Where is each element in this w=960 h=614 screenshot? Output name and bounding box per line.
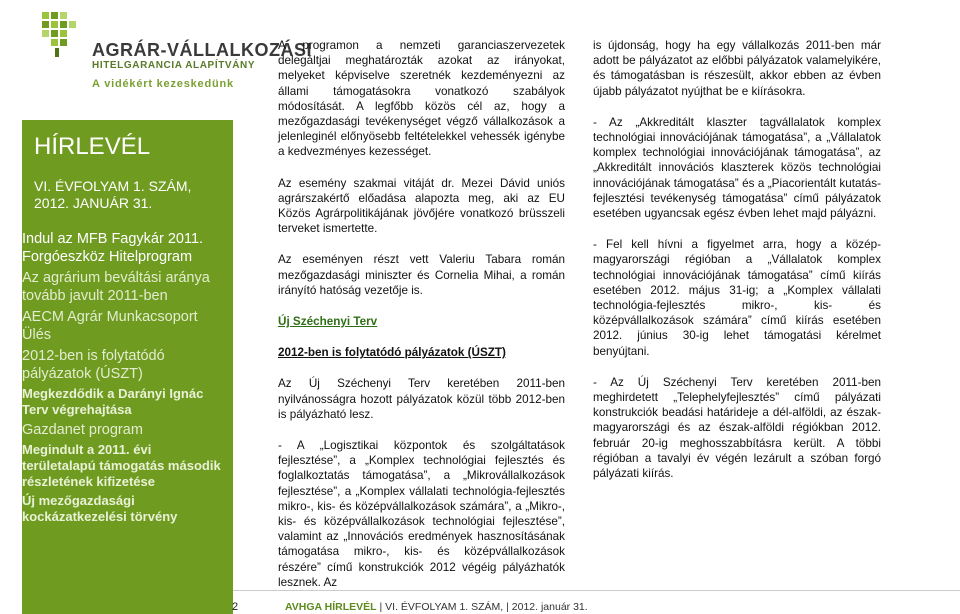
paragraph: Az eseményen részt vett Valeriu Tabara román mezőgazdasági miniszter és Cornelia Mihai, a román irányító hatóság vezetője is.: [278, 253, 565, 297]
section-heading: 2012-ben is folytatódó pályázatok (ÚSZT): [278, 346, 506, 360]
paragraph: - A „Logisztikai központok és szolgáltatások fejlesztése”, a „Komplex technológiai fejlesztés és foglalkoztatás támogatása”, a „Mikrovállalkozások fejlesztése”, a „Komplex vállalati technológia-fejlesztés mikro-, kis- és középvállalkozások számára”, a „Mikro-, kis- és középvállalkozások technológiai fejlesztése”, valamint az „Innovációs eredmények hasznosításának támogatása mikro-, kis- és középvállalkozások részére” című konstrukciók 2012 végéig pályázhatók lesznek. Az: [278, 439, 565, 589]
toc-item[interactable]: Gazdanet program: [22, 422, 143, 438]
logo-title: AGRÁR-VÁLLALKOZÁSI: [92, 40, 312, 60]
sidebar: [0, 0, 312, 614]
logo-tagline: A vidékért kezeskedünk: [92, 78, 234, 90]
footer-brand: AVHGA HÍRLEVÉL: [285, 601, 377, 613]
toc-item[interactable]: Megkezdődik a Darányi Ignác Terv végrehajtása: [22, 386, 204, 417]
page-number: 2: [232, 601, 239, 613]
toc-item[interactable]: AECM Agrár Munkacsoport Ülés: [22, 309, 198, 343]
paragraph: is újdonság, hogy ha egy vállalkozás 2011-ben már adott be pályázatot az előbbi pályázatok valamelyikére, és támogatásban is részesült, akkor ebben az évben újabb pályázatot nyújthat be e kiírásokra.: [593, 39, 881, 98]
toc-item[interactable]: Indul az MFB Fagykár 2011. Forgóeszköz Hitelprogram: [22, 231, 204, 265]
footer: [285, 601, 588, 613]
paragraph: - Az „Akkreditált klaszter tagvállalatok komplex technológiai innovációjának támogatása”, a „Vállalatok komplex technológiai innovációjának támogatása”, az „Akkreditált innovációs klaszterek közös technológiai innovációjának támogatása” és a „Piacorientált kutatás-fejlesztési tevékenység támogatása” című pályázatok esetében ugyancsak egész évben lehet majd pályázni.: [593, 115, 881, 221]
toc-item[interactable]: Az agrárium beváltási aránya tovább javult 2011-ben: [22, 270, 210, 304]
paragraph: - Az Új Széchenyi Terv keretében 2011-ben meghirdetett „Telephelyfejlesztés” című pályázati konstrukciók beadási határideje a dél-alföldi, az észak-magyarországi és az észak-alföldi régiókban 2012. február 20-ig meghosszabbításra került. A többi régióban a tavalyi év végén lezárult a szóban forgó pályázati kiírás.: [593, 375, 881, 481]
footer-divider: [233, 590, 960, 591]
paragraph: Az Új Széchenyi Terv keretében 2011-ben nyilvánosságra hozott pályázatok közül több 2012-ben is pályázható lesz.: [278, 377, 565, 421]
toc-item[interactable]: Új mezőgazdasági kockázatkezelési törvény: [22, 493, 178, 524]
toc-item[interactable]: Megindult a 2011. évi területalapú támogatás második részletének kifizetése: [22, 442, 221, 489]
issue-info: [34, 178, 191, 212]
footer-issue: | VI. ÉVFOLYAM 1. SZÁM, | 2012. január 31.: [376, 601, 588, 613]
leaf-logo-icon: [40, 10, 82, 58]
newsletter-title: HÍRLEVÉL: [34, 133, 151, 160]
issue-date: 2012. JANUÁR 31.: [34, 195, 153, 211]
table-of-contents: [22, 230, 227, 528]
paragraph: - Fel kell hívni a figyelmet arra, hogy a közép-magyarországi régióban a „Vállalatok komplex technológiai innovációjának támogatása” című kiírás esetében 2012. május 31-ig; a „Komplex vállalati technológia-fejlesztés mikro-, kis- és középvállalkozások számára” című kiírás esetében 2012. június 30-ig lehet támogatási kérelmet benyújtani.: [593, 238, 881, 358]
uszt-link[interactable]: Új Széchenyi Terv: [278, 315, 378, 329]
article-column-2: [593, 38, 881, 497]
toc-item[interactable]: 2012-ben is folytatódó pályázatok (ÚSZT): [22, 348, 165, 382]
logo: [0, 0, 312, 110]
article-column-1: [278, 38, 565, 606]
issue-volume: VI. ÉVFOLYAM 1. SZÁM,: [34, 178, 192, 194]
paragraph: Az esemény szakmai vitáját dr. Mezei Dávid uniós agrárszakértő előadása alapozta meg, aki az EU Közös Agrárpolitikájának jövőjére vonatkozó brüsszeli terveket ismertette.: [278, 176, 565, 236]
paragraph: A programon a nemzeti garanciaszervezetek delegáltjai meghatározták azokat az irányokat, melyeket képviselve szeretnék kezdeményezni az állami támogatásokra vonatkozó szabályok módosítását. A legfőbb közös cél az, hogy a mezőgazdasági tevékenységet végző vállalkozások a jelenleginél előnyösebb feltételekkel vehessék igénybe a kedvezményes kezességet.: [278, 39, 565, 159]
logo-subtitle: HITELGARANCIA ALAPÍTVÁNY: [92, 60, 256, 71]
